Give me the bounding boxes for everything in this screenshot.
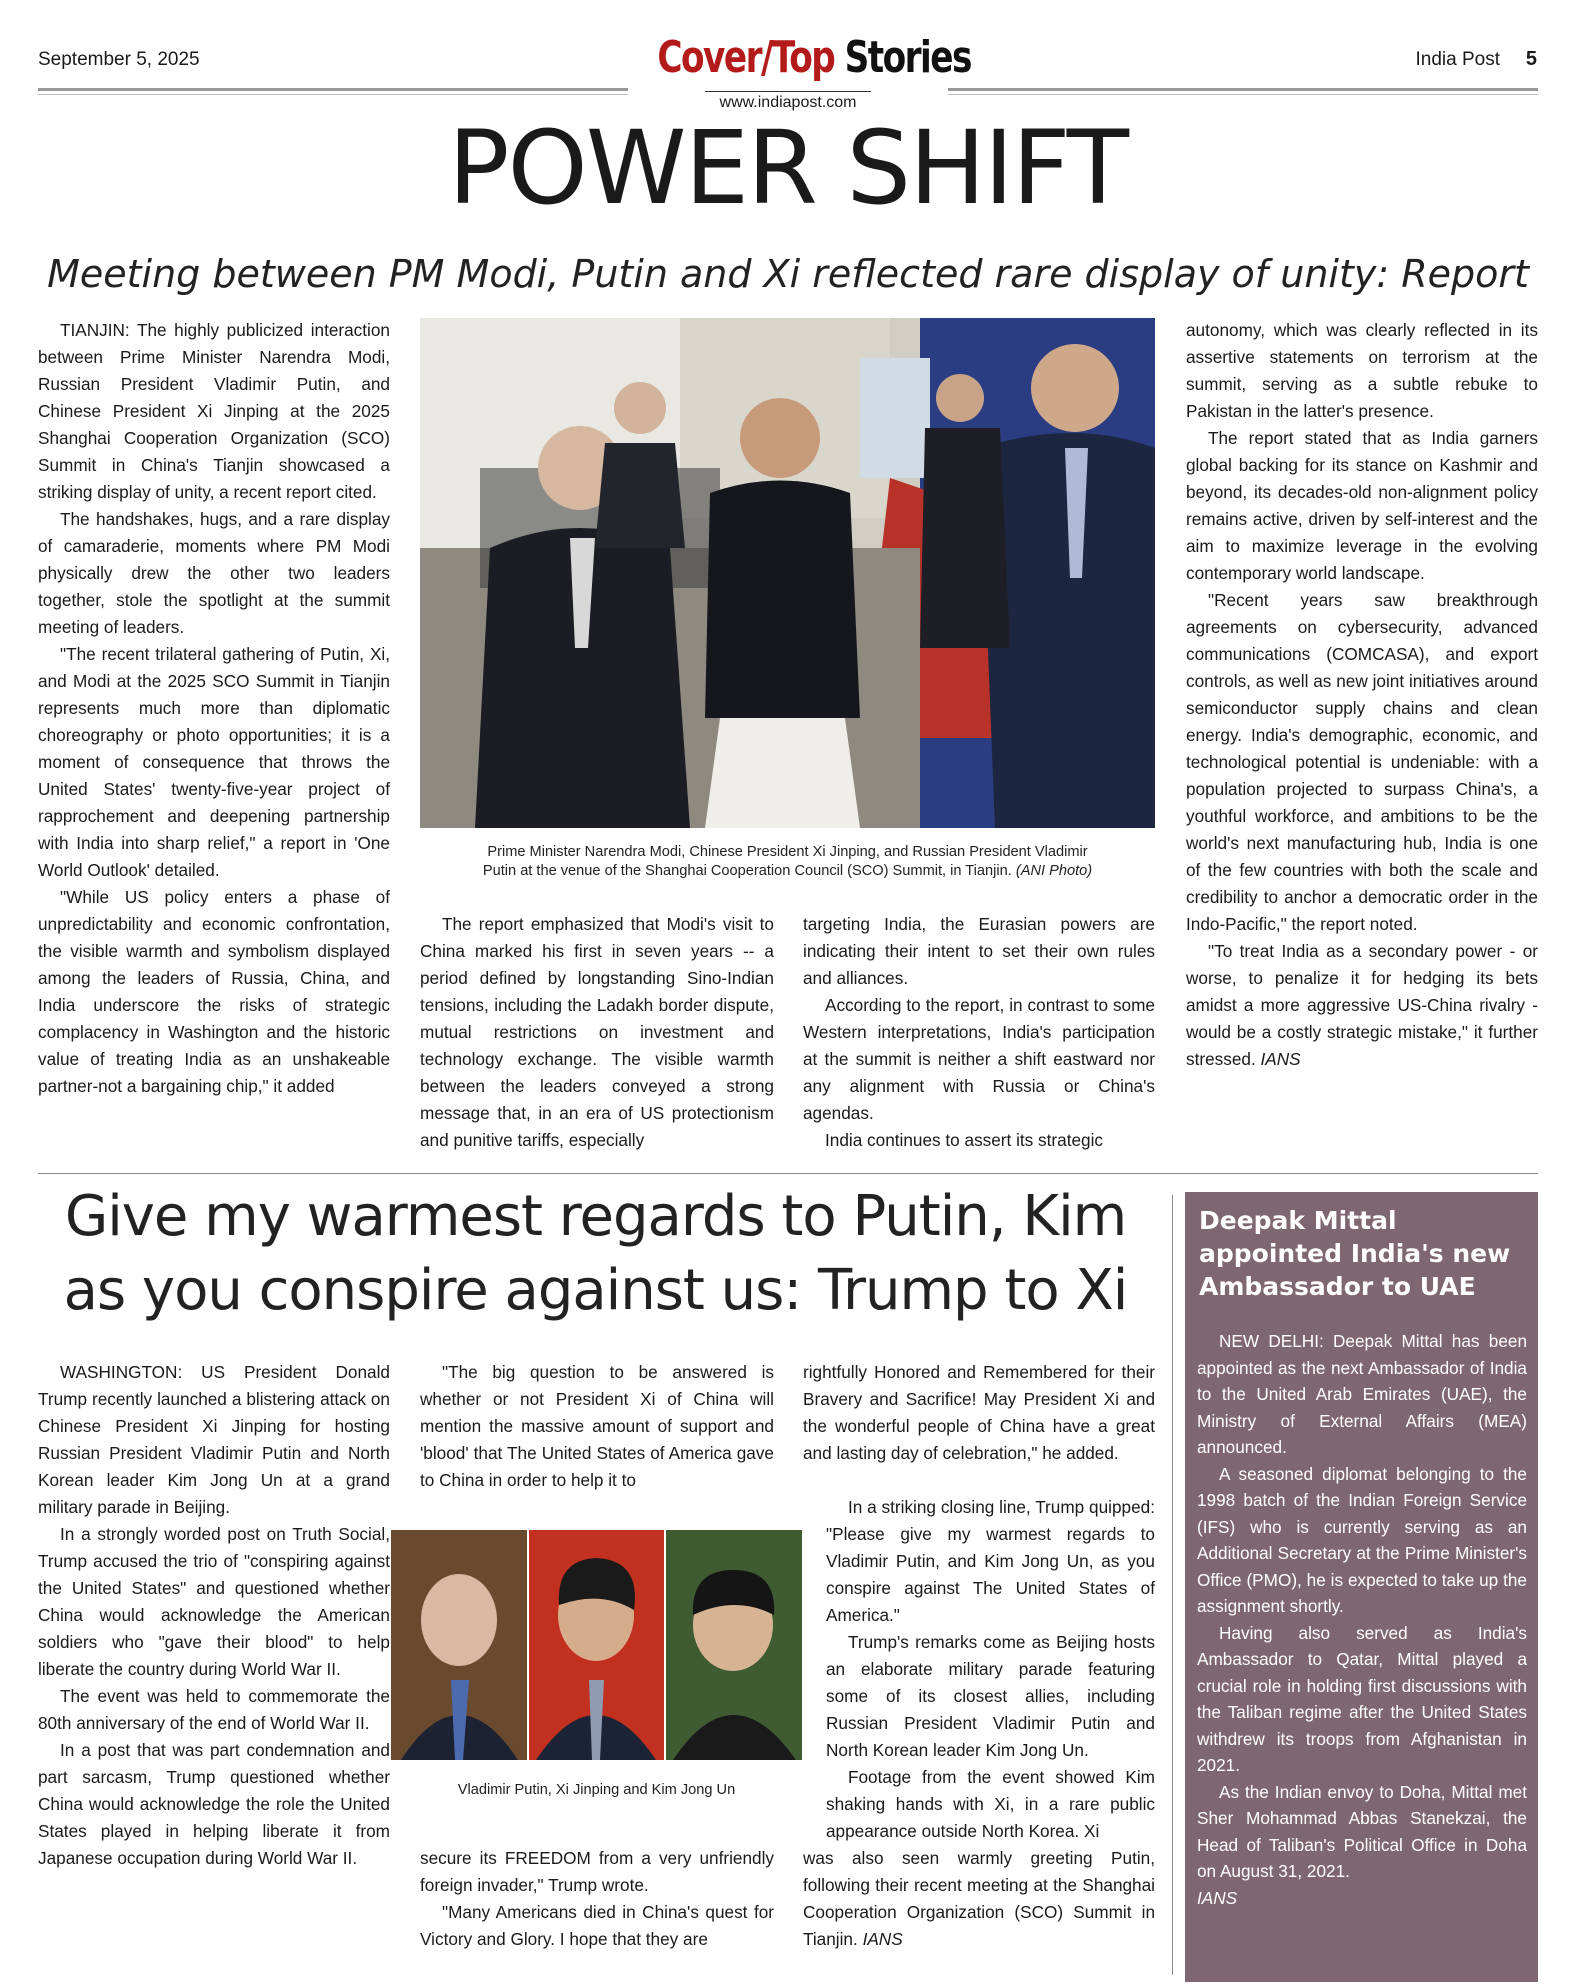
story1-col3-para: According to the report, in contrast to some Western interpretations, India's participation at the summit is neither a shift eastward nor any alignment with Russia or China's agendas.	[803, 995, 1155, 1123]
story2-col1-para: In a strongly worded post on Truth Social, Trump accused the trio of "conspiring against the United States" and questioned whether China would acknowledge the American soldiers who "gave their blood" to help liberate the country during World War II.	[38, 1524, 390, 1679]
site-url-rule	[705, 91, 871, 92]
story2-col2-para: "The big question to be answered is whether or not President Xi of China will mention the massive amount of support and 'blood' that The United States of America gave to China in order to help it to	[420, 1362, 774, 1490]
leaders-walking-illustration	[420, 318, 1155, 828]
sidebar-para: Having also served as India's Ambassador to Qatar, Mittal played a crucial role in holding first discussions with the Taliban regime after the United States withdrew its troops from Afghanistan in 2021.	[1197, 1622, 1527, 1775]
sidebar-source-tag: IANS	[1197, 1887, 1238, 1908]
story2-col3-para: Trump's remarks come as Beijing hosts an elaborate military parade featuring some of its closest allies, including Russian President Vladimir Putin and North Korean leader Kim Jong Un.	[826, 1632, 1155, 1760]
story1-col4-para: "Recent years saw breakthrough agreements on cybersecurity, advanced communications (COMCASA), and export controls, as well as new joint initiatives around semiconductor supply chains and clean energy. India's demographic, economic, and technological potential is undeniable: with a population projected to surpass China's, a youthful workforce, and ambitions to be the world's next manufacturing hub, India is one of the few countries with both the scale and credibility to anchor a democratic order in the Indo-Pacific," the report noted.	[1186, 590, 1538, 934]
sub-headline: Meeting between PM Modi, Putin and Xi reflected rare display of unity: Report	[47, 252, 1529, 296]
story1-column-1	[38, 317, 390, 1100]
story2-column-3-top	[803, 1359, 1155, 1467]
story2-column-3-bottom	[803, 1845, 1155, 1953]
story2-headline	[38, 1180, 1153, 1328]
story2-headline-line-2: as you conspire against us: Trump to Xi	[63, 1258, 1128, 1323]
sidebar-para: A seasoned diplomat belonging to the 1998 batch of the Indian Foreign Service (IFS) who is currently serving as an Additional Secretary at the Prime Minister's Office (PMO), he is expected to take up the assignment shortly.	[1197, 1463, 1527, 1616]
three-leaders-illustration	[391, 1530, 802, 1760]
main-headline: POWER SHIFT	[447, 109, 1128, 228]
leaders-walking-photo	[420, 318, 1155, 828]
story2-source-tag: IANS	[862, 1929, 903, 1949]
header-rule-left	[38, 88, 628, 91]
story1-source-tag: IANS	[1260, 1049, 1301, 1069]
three-leaders-photo	[391, 1530, 802, 1760]
publication-name: India Post	[1415, 49, 1500, 70]
section-title	[657, 32, 971, 83]
issue-date: September 5, 2025	[38, 49, 200, 70]
story1-col1-para: TIANJIN: The highly publicized interaction between Prime Minister Narendra Modi, Russian President Vladimir Putin, and Chinese President Xi Jinping at the 2025 Shanghai Cooperation Organization (SCO) Summit in China's Tianjin showcased a striking display of unity, a recent report cited.	[38, 320, 390, 502]
story2-column-2-bottom	[420, 1845, 774, 1953]
story2-column-3-mid	[826, 1494, 1155, 1845]
story2-col2-para: "Many Americans died in China's quest for Victory and Glory. I hope that they are	[420, 1902, 774, 1949]
story1-photo-caption	[420, 843, 1155, 881]
caption-text: Putin at the venue of the Shanghai Cooperation Council (SCO) Summit, in Tianjin.	[482, 863, 1012, 879]
story1-column-2	[420, 911, 774, 1154]
story1-col4-para: The report stated that as India garners global backing for its stance on Kashmir and beyond, its decades-old non-alignment policy remains active, driven by self-interest and the aim to maximize leverage in the evolving contemporary world landscape.	[1186, 428, 1538, 583]
story1-col1-para: "While US policy enters a phase of unpredictability and economic confrontation, the visible warmth and symbolism displayed among the leaders of Russia, China, and India underscore the risks of strategic complacency in Washington and the historic value of treating India as an unshakeable partner-not a bargaining chip," it added	[38, 887, 390, 1096]
sidebar-body	[1197, 1328, 1527, 1911]
photo-credit: (ANI Photo)	[1015, 863, 1093, 879]
story1-col4-para: autonomy, which was clearly reflected in its assertive statements on terrorism at the summit, serving as a subtle rebuke to Pakistan in the latter's presence.	[1186, 320, 1538, 421]
header-rule-left-thin	[38, 94, 628, 95]
story2-col3-last-text: was also seen warmly greeting Putin, following their recent meeting at the Shanghai Cooperation Organization (SCO) Summit in Tianjin.	[803, 1848, 1155, 1949]
story2-col1-para: WASHINGTON: US President Donald Trump recently launched a blistering attack on Chinese President Xi Jinping for hosting Russian President Vladimir Putin and North Korean leader Kim Jong Un at a grand military parade in Beijing.	[38, 1362, 390, 1517]
header-rule-right	[948, 88, 1538, 91]
story1-col3-para: India continues to assert its strategic	[825, 1130, 1104, 1150]
section-title-part1: Cover/Top	[657, 32, 835, 83]
story2-col3-para: rightfully Honored and Remembered for their Bravery and Sacrifice! May President Xi and the wonderful people of China have a great and lasting day of celebration," he added.	[803, 1362, 1155, 1463]
website-url[interactable]: www.indiapost.com	[719, 94, 857, 111]
story2-photo-caption: Vladimir Putin, Xi Jinping and Kim Jong Un	[457, 1782, 736, 1798]
story2-column-1	[38, 1359, 390, 1872]
story1-column-4	[1186, 317, 1538, 1073]
section-title-part2: Stories	[844, 32, 971, 83]
story2-col1-para: In a post that was part condemnation and part sarcasm, Trump questioned whether China would acknowledge the role the United States played in helping liberate it from Japanese occupation during World War II.	[38, 1740, 390, 1868]
story2-column-2-top	[420, 1359, 774, 1494]
sidebar-divider	[1172, 1195, 1173, 1975]
story2-col1-para: The event was held to commemorate the 80th anniversary of the end of World War II.	[38, 1686, 390, 1733]
caption-line-1: Prime Minister Narendra Modi, Chinese President Xi Jinping, and Russian President Vladimir	[487, 844, 1088, 860]
story1-column-3	[803, 911, 1155, 1154]
story2-col3-para: In a striking closing line, Trump quipped: "Please give my warmest regards to Vladimir Putin, and Kim Jong Un, as you conspire against The United States of America."	[826, 1497, 1155, 1625]
story2-headline-line-1: Give my warmest regards to Putin, Kim	[64, 1184, 1127, 1249]
story1-col1-para: The handshakes, hugs, and a rare display of camaraderie, moments where PM Modi physically drew the other two leaders together, stole the spotlight at the summit meeting of leaders.	[38, 509, 390, 637]
story1-col3-para: targeting India, the Eurasian powers are indicating their intent to set their own rules and alliances.	[803, 914, 1155, 988]
story1-col1-para: "The recent trilateral gathering of Putin, Xi, and Modi at the 2025 SCO Summit in Tianjin represents much more than diplomatic choreography or photo opportunities; it is a moment of consequence that throws the United States' twenty-five-year project of rapprochement and deepening partnership with India into sharp relief," a report in 'One World Outlook' detailed.	[38, 644, 390, 880]
story-divider	[38, 1173, 1538, 1174]
story1-col4-last-text: "To treat India as a secondary power - or worse, to penalize it for hedging its bets amidst a more aggressive US-China rivalry - would be a costly strategic mistake," it further stressed.	[1186, 941, 1538, 1069]
story2-col3-para	[803, 1845, 1155, 1953]
sidebar-para: As the Indian envoy to Doha, Mittal met Sher Mohammad Abbas Stanekzai, the Head of Taliban's Political Office in Doha on August 31, 2021.	[1197, 1781, 1527, 1881]
header-rule-right-thin	[948, 94, 1538, 95]
story2-col2-para: secure its FREEDOM from a very unfriendly foreign invader," Trump wrote.	[420, 1848, 774, 1895]
story2-col3-para: Footage from the event showed Kim shaking hands with Xi, in a rare public appearance outside North Korea. Xi	[826, 1767, 1155, 1841]
page-number: 5	[1525, 48, 1537, 70]
story1-col4-para	[1186, 938, 1538, 1073]
caption-line-2	[420, 862, 1155, 881]
sidebar-para: NEW DELHI: Deepak Mittal has been appointed as the next Ambassador of India to the United Arab Emirates (UAE), the Ministry of External Affairs (MEA) announced.	[1197, 1331, 1527, 1457]
sidebar-box	[1185, 1192, 1538, 1982]
sidebar-headline: Deepak Mittal appointed India's new Ambassador to UAE	[1199, 1206, 1511, 1301]
story1-col2-para: The report emphasized that Modi's visit to China marked his first in seven years -- a period defined by longstanding Sino-Indian tensions, including the Ladakh border dispute, mutual restrictions on investment and technology exchange. The visible warmth between the leaders conveyed a strong message that, in an era of US protectionism and punitive tariffs, especially	[420, 914, 774, 1150]
